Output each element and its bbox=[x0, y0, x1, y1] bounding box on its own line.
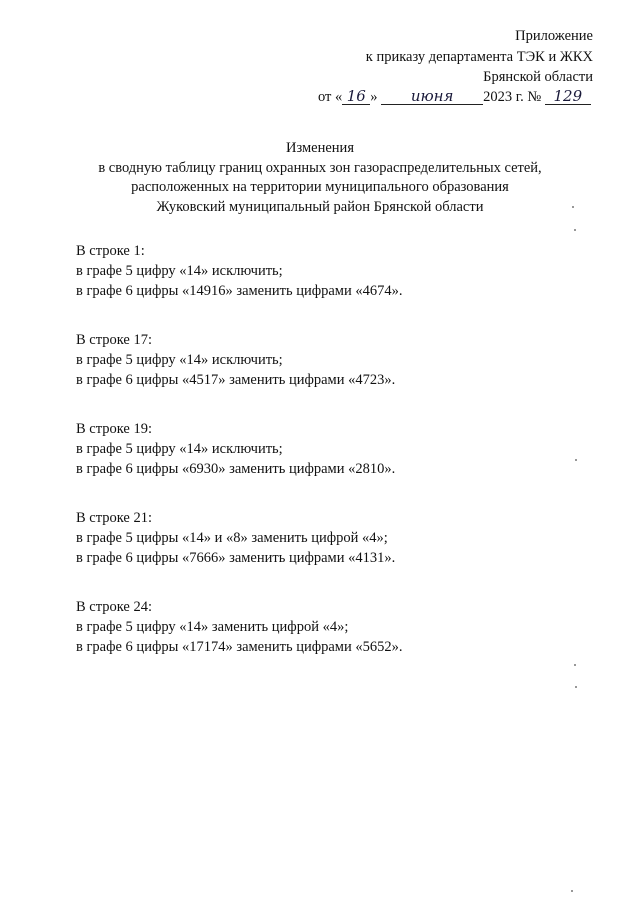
scan-speck bbox=[574, 664, 576, 666]
change-item: в графе 5 цифру «14» исключить; bbox=[76, 263, 283, 279]
date-quote-close: » bbox=[370, 89, 378, 105]
change-block-row-17 bbox=[76, 330, 403, 390]
title-line-1: Изменения bbox=[286, 140, 354, 156]
change-item: в графе 5 цифру «14» заменить цифрой «4»; bbox=[76, 619, 349, 635]
order-date-line bbox=[318, 87, 591, 107]
appendix-header bbox=[366, 26, 593, 88]
changes-list bbox=[76, 241, 403, 686]
change-block-row-1 bbox=[76, 241, 403, 301]
handwritten-day: 16 bbox=[342, 88, 370, 105]
title-line-3: расположенных на территории муниципального образования bbox=[131, 179, 509, 195]
scan-speck bbox=[572, 206, 574, 208]
scan-speck bbox=[571, 890, 573, 892]
year-and-number-label: 2023 г. № bbox=[483, 89, 542, 105]
change-item: в графе 6 цифры «7666» заменить цифрами «4131». bbox=[76, 550, 396, 566]
change-heading: В строке 24: bbox=[76, 599, 153, 615]
title-line-4: Жуковский муниципальный район Брянской области bbox=[156, 198, 484, 215]
change-heading: В строке 19: bbox=[76, 421, 153, 437]
scan-speck bbox=[575, 686, 577, 688]
header-line-appendix: Приложение bbox=[515, 28, 593, 44]
change-block-row-21 bbox=[76, 508, 403, 568]
handwritten-month: июня bbox=[381, 88, 483, 105]
document-title bbox=[60, 139, 580, 217]
title-line-2: в сводную таблицу границ охранных зон газораспределительных сетей, bbox=[98, 159, 542, 176]
change-item: в графе 5 цифру «14» исключить; bbox=[76, 352, 283, 368]
change-item: в графе 6 цифры «14916» заменить цифрами «4674». bbox=[76, 283, 403, 299]
scan-speck bbox=[575, 459, 577, 461]
change-item: в графе 6 цифры «6930» заменить цифрами «2810». bbox=[76, 461, 396, 477]
change-item: в графе 5 цифры «14» и «8» заменить цифрой «4»; bbox=[76, 530, 388, 546]
date-prefix: от « bbox=[318, 89, 343, 105]
change-item: в графе 5 цифру «14» исключить; bbox=[76, 441, 283, 457]
header-line-region: Брянской области bbox=[483, 69, 593, 85]
change-heading: В строке 21: bbox=[76, 510, 153, 526]
change-block-row-24 bbox=[76, 597, 403, 657]
change-item: в графе 6 цифры «17174» заменить цифрами «5652». bbox=[76, 639, 403, 655]
change-heading: В строке 17: bbox=[76, 332, 153, 348]
change-block-row-19 bbox=[76, 419, 403, 479]
scan-speck bbox=[574, 229, 576, 231]
change-item: в графе 6 цифры «4517» заменить цифрами «4723». bbox=[76, 372, 396, 388]
header-line-order: к приказу департамента ТЭК и ЖКХ bbox=[365, 48, 593, 65]
change-heading: В строке 1: bbox=[76, 243, 145, 259]
handwritten-order-number: 129 bbox=[545, 88, 591, 105]
